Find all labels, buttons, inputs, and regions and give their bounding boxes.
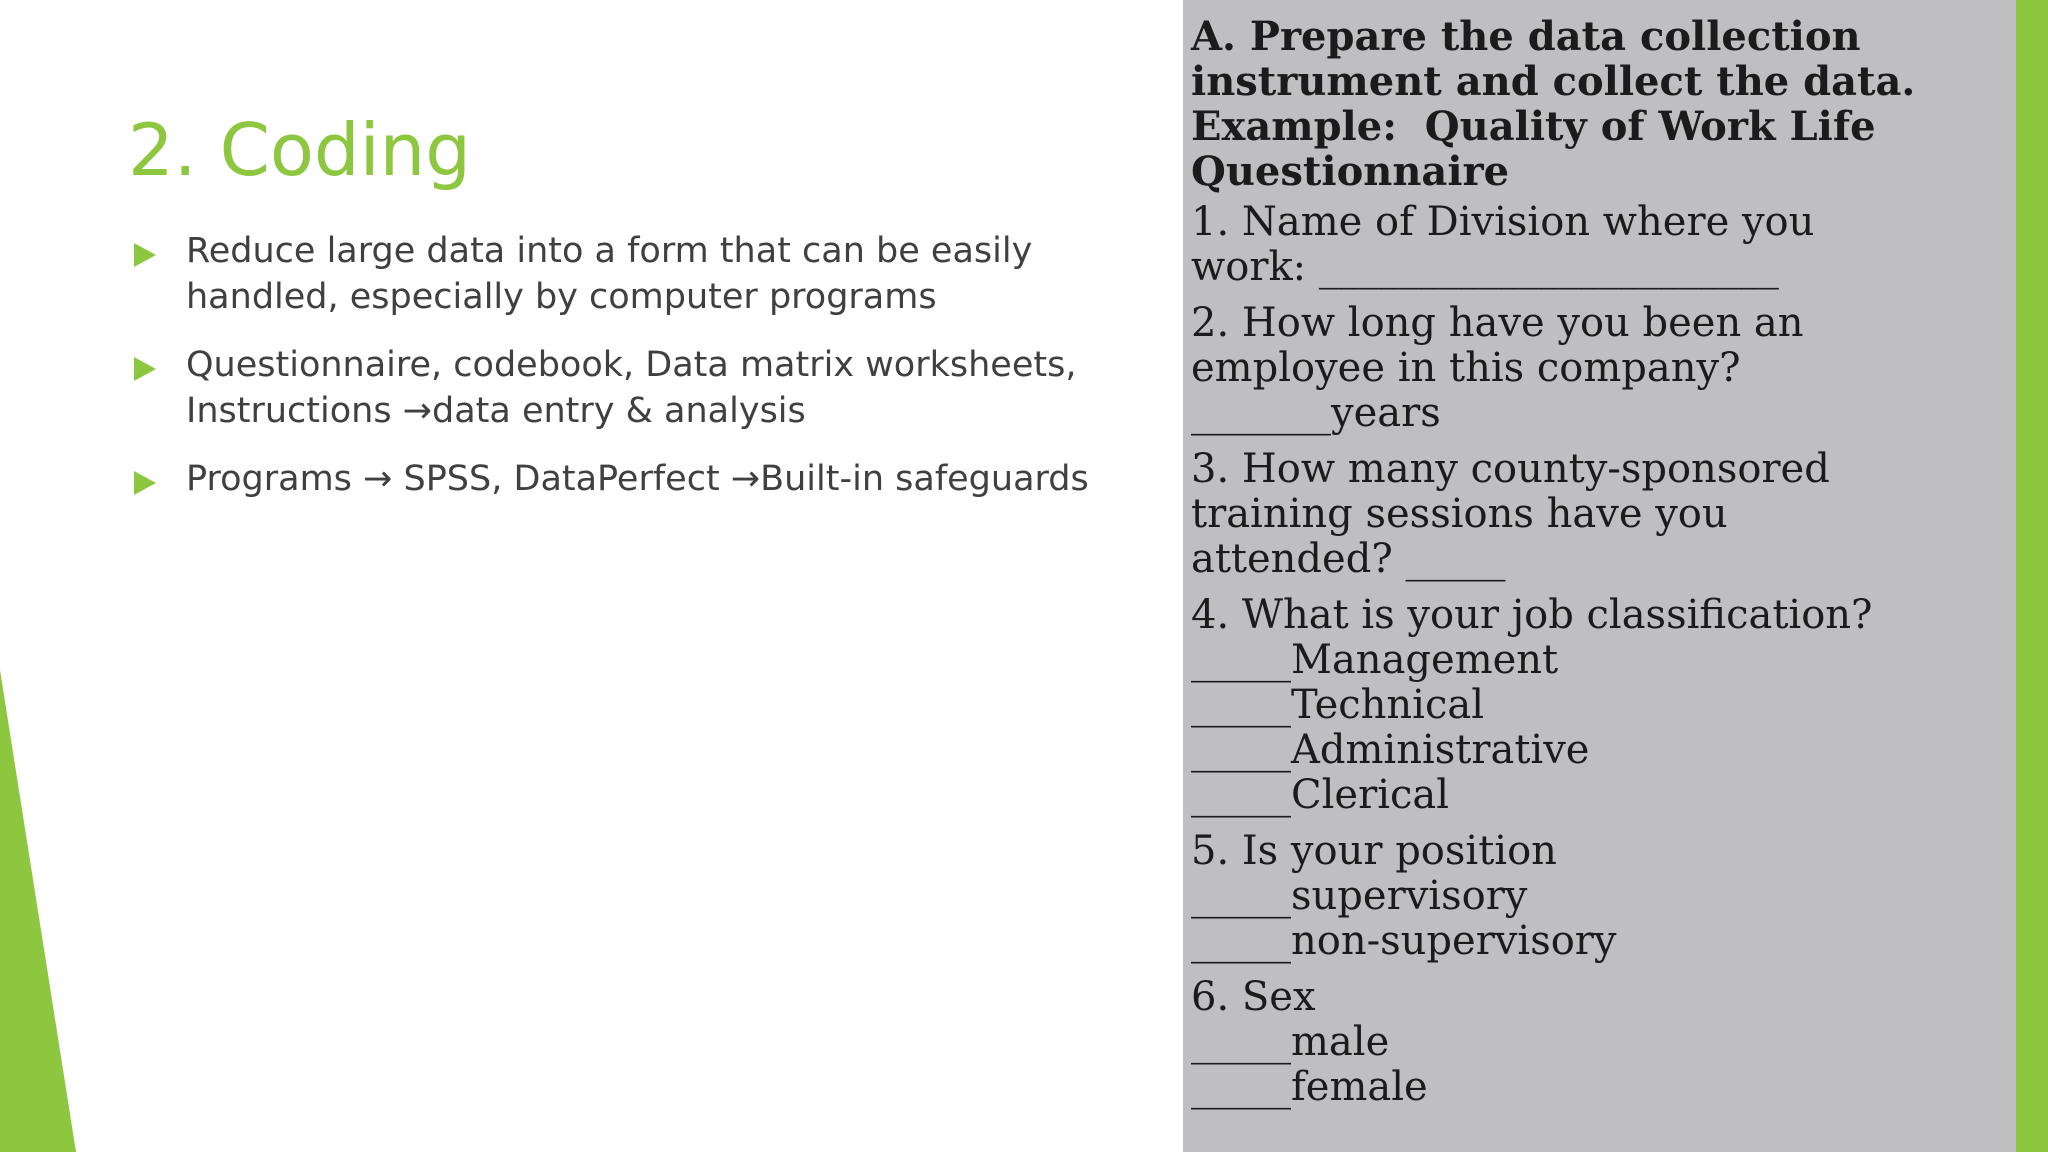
question-line: 4. What is your job classification? bbox=[1191, 592, 1873, 638]
triangle-bullet-icon bbox=[134, 357, 156, 381]
bullet-item bbox=[130, 228, 1190, 320]
question-option: _____Technical bbox=[1191, 682, 1485, 728]
question-line: work: _______________________ bbox=[1191, 244, 1779, 290]
slide-title: 2. Coding bbox=[128, 108, 471, 192]
right-accent-bar bbox=[2016, 0, 2048, 1152]
question-4 bbox=[1191, 593, 2016, 818]
question-2 bbox=[1191, 301, 2016, 436]
heading-line: A. Prepare the data collection bbox=[1191, 13, 1861, 60]
question-option: _____Administrative bbox=[1191, 727, 1590, 773]
triangle-bullet-icon bbox=[134, 471, 156, 495]
question-5 bbox=[1191, 829, 2016, 964]
question-option: _____male bbox=[1191, 1019, 1390, 1065]
question-line: 3. How many county-sponsored bbox=[1191, 446, 1830, 492]
question-line: 2. How long have you been an bbox=[1191, 300, 1804, 346]
question-line: 5. Is your position bbox=[1191, 828, 1557, 874]
question-line: 1. Name of Division where you bbox=[1191, 199, 1815, 245]
question-line: training sessions have you bbox=[1191, 491, 1728, 537]
question-line: _______years bbox=[1191, 390, 1441, 436]
question-6 bbox=[1191, 975, 2016, 1110]
question-option: _____female bbox=[1191, 1064, 1428, 1110]
bullet-text: Questionnaire, codebook, Data matrix worksheets, Instructions →data entry & analysis bbox=[186, 345, 1088, 431]
question-option: _____supervisory bbox=[1191, 873, 1528, 919]
bullet-text: Reduce large data into a form that can be easily handled, especially by computer programs bbox=[186, 231, 1044, 317]
question-option: _____Clerical bbox=[1191, 772, 1450, 818]
bullet-text: Programs → SPSS, DataPerfect →Built-in safeguards bbox=[186, 459, 1089, 499]
question-1 bbox=[1191, 200, 2016, 290]
heading-line: Questionnaire bbox=[1191, 148, 1510, 195]
bullet-item bbox=[130, 342, 1190, 434]
heading-line: instrument and collect the data. bbox=[1191, 58, 1916, 105]
question-option: _____Management bbox=[1191, 637, 1559, 683]
question-line: attended? _____ bbox=[1191, 536, 1506, 582]
questionnaire-heading bbox=[1191, 14, 2016, 194]
question-line: 6. Sex bbox=[1191, 974, 1316, 1020]
heading-line: Example: Quality of Work Life bbox=[1191, 103, 1876, 150]
question-line: employee in this company? bbox=[1191, 345, 1741, 391]
question-3 bbox=[1191, 447, 2016, 582]
bullet-item bbox=[130, 456, 1190, 502]
triangle-bullet-icon bbox=[134, 243, 156, 267]
questionnaire-image bbox=[1183, 0, 2016, 1152]
bullet-list bbox=[130, 228, 1190, 524]
question-option: _____non-supervisory bbox=[1191, 918, 1617, 964]
